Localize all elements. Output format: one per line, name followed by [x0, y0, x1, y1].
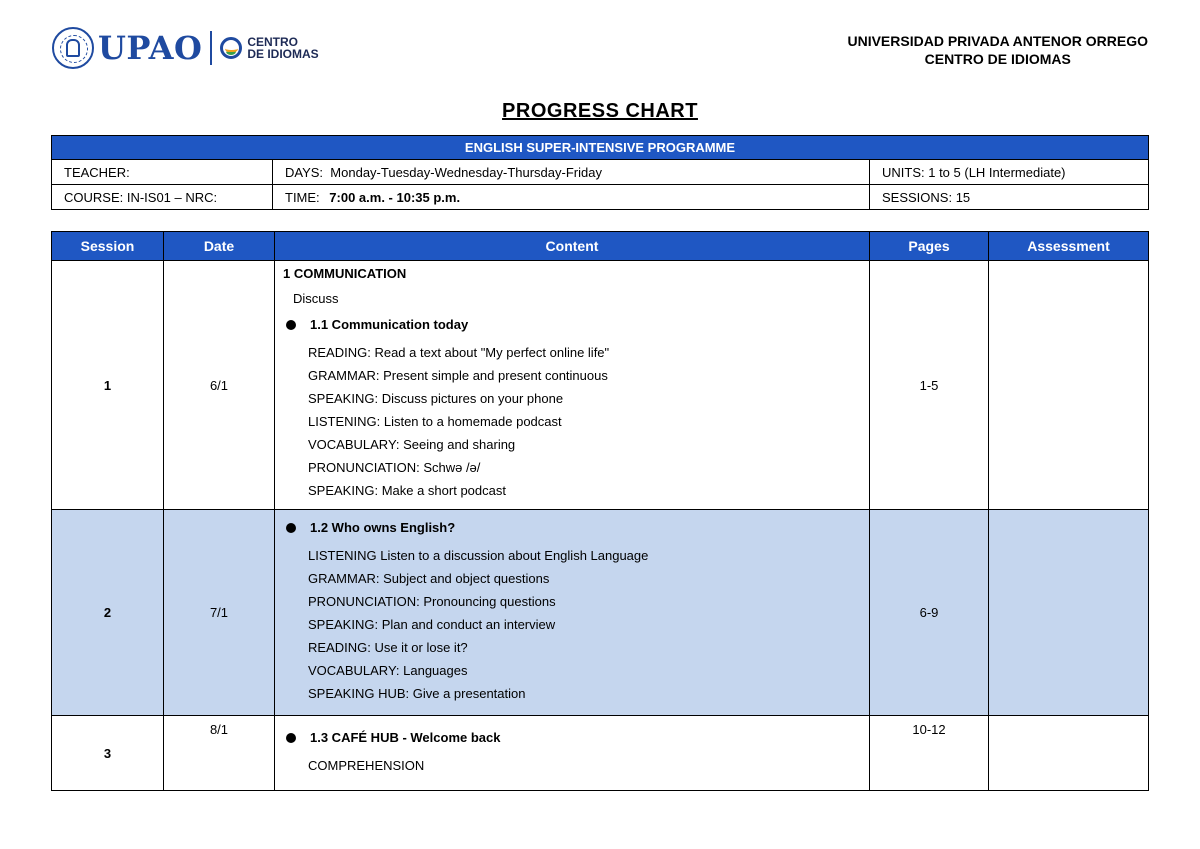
session-number: 3 [52, 716, 164, 791]
days-cell: DAYS: Monday-Tuesday-Wednesday-Thursday-Friday [273, 160, 870, 185]
session-date: 6/1 [164, 261, 275, 510]
session-number: 2 [52, 510, 164, 716]
activity-line: GRAMMAR: Subject and object questions [308, 571, 550, 586]
page-title: PROGRESS CHART [502, 100, 698, 122]
bullet-icon [286, 523, 296, 533]
programme-banner: ENGLISH SUPER-INTENSIVE PROGRAMME [52, 136, 1149, 160]
course-cell: COURSE: IN-IS01 – NRC: [52, 185, 273, 210]
session-pages: 1-5 [870, 261, 989, 510]
activity-line: VOCABULARY: Seeing and sharing [308, 437, 516, 452]
activity-line: VOCABULARY: Languages [308, 663, 468, 678]
session-assessment [989, 510, 1149, 716]
session-content [275, 716, 870, 791]
table-row [52, 510, 1149, 716]
activity-line: SPEAKING: Make a short podcast [308, 483, 506, 498]
activity-line: LISTENING: Listen to a homemade podcast [308, 414, 562, 429]
progress-table [51, 231, 1149, 791]
bullet-icon [286, 320, 296, 330]
time-cell: TIME: 7:00 a.m. - 10:35 p.m. [273, 185, 870, 210]
session-content [275, 261, 870, 510]
upao-logo [52, 22, 319, 74]
activity-line: PRONUNCIATION: Pronouncing questions [308, 594, 556, 609]
centro-idiomas-icon [220, 37, 242, 59]
col-content: Content [275, 232, 870, 261]
session-assessment [989, 716, 1149, 791]
university-heading [847, 32, 1148, 68]
university-name: UNIVERSIDAD PRIVADA ANTENOR ORREGO [847, 33, 1148, 49]
activity-line: LISTENING Listen to a discussion about English Language [308, 548, 649, 563]
activity-line: GRAMMAR: Present simple and present continuous [308, 368, 608, 383]
activity-line: SPEAKING HUB: Give a presentation [308, 686, 526, 701]
activity-line: READING: Read a text about "My perfect online life" [308, 345, 610, 360]
lesson-heading: 1.3 CAFÉ HUB - Welcome back [283, 728, 861, 748]
session-date: 7/1 [164, 510, 275, 716]
col-session: Session [52, 232, 164, 261]
session-pages: 6-9 [870, 510, 989, 716]
unit-title: 1 COMMUNICATION [283, 266, 407, 281]
table-row [52, 716, 1149, 791]
logo-text: UPAO [98, 29, 203, 67]
activity-line: READING: Use it or lose it? [308, 640, 468, 655]
bullet-icon [286, 733, 296, 743]
sessions-cell: SESSIONS: 15 [870, 185, 1149, 210]
logo-subtitle: CENTRO DE IDIOMAS [247, 35, 319, 61]
units-cell: UNITS: 1 to 5 (LH Intermediate) [870, 160, 1149, 185]
unit-note: Discuss [293, 291, 339, 306]
programme-info-table [51, 135, 1149, 210]
session-content [275, 510, 870, 716]
table-row [52, 261, 1149, 510]
logo-divider [210, 31, 212, 65]
activity-line: SPEAKING: Plan and conduct an interview [308, 617, 556, 632]
activity-line: SPEAKING: Discuss pictures on your phone [308, 391, 564, 406]
center-name: CENTRO DE IDIOMAS [924, 51, 1071, 67]
session-assessment [989, 261, 1149, 510]
university-seal-icon [52, 27, 94, 69]
session-pages: 10-12 [870, 716, 989, 791]
activity-line: PRONUNCIATION: Schwə /ə/ [308, 460, 481, 475]
lesson-heading: 1.1 Communication today [283, 315, 861, 335]
col-pages: Pages [870, 232, 989, 261]
table-header-row [52, 232, 1149, 261]
col-date: Date [164, 232, 275, 261]
session-number: 1 [52, 261, 164, 510]
lesson-heading: 1.2 Who owns English? [283, 518, 861, 538]
col-assessment: Assessment [989, 232, 1149, 261]
activity-line: COMPREHENSION [308, 758, 425, 773]
teacher-cell: TEACHER: [52, 160, 273, 185]
session-date: 8/1 [164, 716, 275, 791]
page-header [0, 0, 1200, 90]
